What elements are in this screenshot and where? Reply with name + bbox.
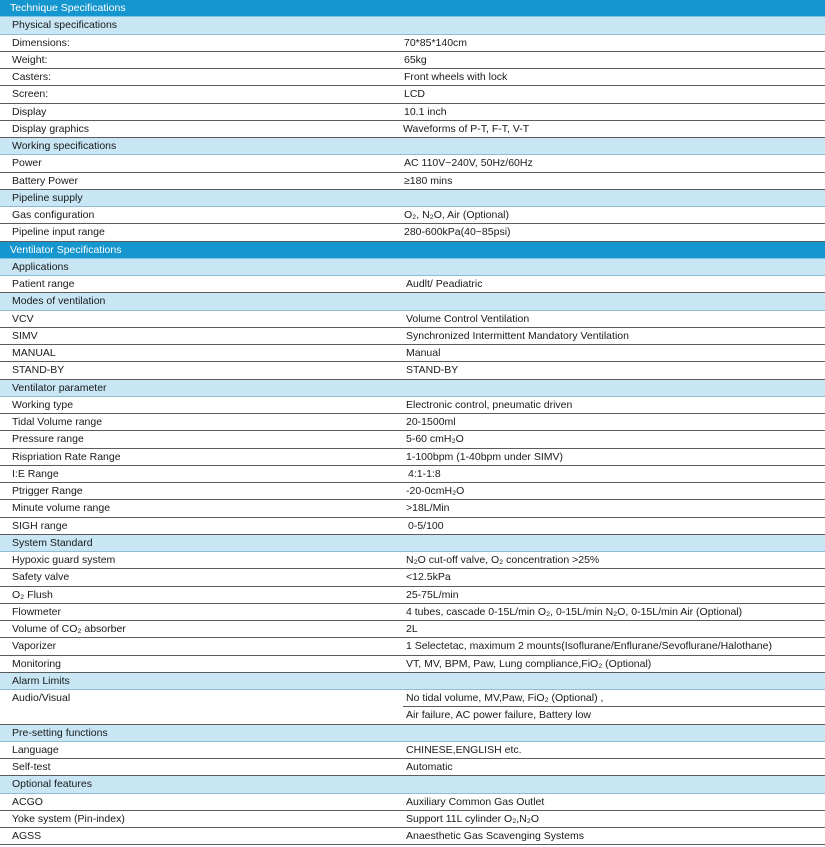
section-title: Applications	[12, 260, 69, 273]
spec-label: Self-test	[12, 761, 51, 773]
subsection-header	[0, 380, 825, 397]
spec-label: Battery Power	[12, 174, 78, 187]
spec-value: Support 11L cylinder O₂,N₂O	[406, 812, 540, 825]
spec-value: STAND-BY	[406, 364, 459, 377]
spec-row	[0, 276, 825, 293]
spec-row	[0, 173, 825, 190]
subsection-header	[0, 535, 825, 552]
subsection-header	[0, 776, 825, 793]
section-title: Ventilator parameter	[12, 381, 107, 394]
spec-value: Auxiliary Common Gas Outlet	[406, 795, 545, 808]
spec-row	[0, 569, 825, 586]
spec-value: Synchronized Intermittent Mandatory Ventilation	[406, 329, 629, 342]
spec-label: O₂ Flush	[12, 588, 53, 601]
spec-row	[0, 690, 825, 707]
spec-label: Display graphics	[12, 122, 90, 135]
spec-label: I:E Range	[12, 467, 59, 480]
spec-label: Ptrigger Range	[12, 485, 83, 497]
spec-label: Volume of CO₂ absorber	[12, 623, 126, 635]
spec-label: VCV	[12, 312, 34, 325]
section-title: Modes of ventilation	[12, 295, 106, 308]
spec-label: Screen:	[12, 88, 49, 101]
spec-value: 4:1-1:8	[408, 467, 441, 480]
spec-label: Vaporizer	[12, 640, 57, 653]
spec-row	[0, 449, 825, 466]
spec-label: Audio/Visual	[12, 692, 71, 704]
spec-row	[0, 794, 825, 811]
section-title: Optional features	[12, 778, 92, 791]
spec-label: Gas configuration	[12, 209, 95, 221]
spec-row	[0, 466, 825, 483]
spec-value: N₂O cut-off valve, O₂ concentration >25%	[406, 554, 600, 566]
spec-row	[0, 311, 825, 328]
spec-label: Casters:	[12, 71, 52, 83]
spec-label: STAND-BY	[12, 364, 65, 377]
subsection-header	[0, 17, 825, 34]
spec-row	[0, 500, 825, 517]
spec-row	[0, 207, 825, 224]
spec-value: 4 tubes, cascade 0-15L/min O₂, 0-15L/min N₂O, 0-15L/min Air (Optional)	[406, 605, 743, 618]
spec-row	[0, 828, 825, 845]
spec-label: Tidal Volume range	[12, 416, 103, 428]
spec-row	[0, 52, 825, 69]
spec-row	[0, 811, 825, 828]
spec-row	[0, 604, 825, 621]
spec-value: Manual	[406, 347, 441, 359]
spec-value: 1-100bpm (1-40bpm under SIMV)	[406, 450, 563, 463]
spec-row	[0, 328, 825, 345]
spec-value: Volume Control Ventilation	[406, 312, 530, 325]
spec-label: Pipeline input range	[12, 226, 105, 239]
spec-label: Dimensions:	[12, 36, 70, 49]
spec-value: Air failure, AC power failure, Battery low	[406, 709, 591, 722]
spec-value: 1 Selectetac, maximum 2 mounts(Isoflurane/Enflurane/Sevoflurane/Halothane)	[406, 640, 772, 653]
spec-label: Pressure range	[12, 433, 84, 446]
spec-label: Safety valve	[12, 571, 70, 584]
spec-value: 70*85*140cm	[404, 36, 468, 49]
spec-row	[0, 104, 825, 121]
spec-row	[0, 759, 825, 776]
spec-value: Electronic control, pneumatic driven	[406, 398, 573, 411]
section-title: System Standard	[12, 536, 93, 549]
spec-label: Weight:	[12, 53, 48, 66]
spec-label: Display	[12, 105, 47, 118]
spec-value: No tidal volume, MV,Paw, FiO₂ (Optional) ,	[406, 692, 604, 704]
spec-label: Hypoxic guard system	[12, 554, 116, 566]
section-title: Ventilator Specifications	[10, 243, 122, 256]
spec-row	[0, 656, 825, 673]
spec-row	[0, 638, 825, 655]
spec-row	[0, 552, 825, 569]
spec-value: Front wheels with lock	[404, 71, 508, 83]
spec-label: ACGO	[12, 795, 43, 808]
spec-value: AC 110V~240V, 50Hz/60Hz	[404, 157, 533, 170]
spec-value: CHINESE,ENGLISH etc.	[406, 743, 522, 756]
spec-label: Power	[12, 157, 42, 170]
spec-value: Audlt/ Peadiatric	[406, 278, 483, 290]
spec-row	[0, 345, 825, 362]
spec-label: Yoke system (Pin-index)	[12, 812, 125, 825]
spec-value: ≥180 mins	[404, 174, 453, 187]
spec-value: >18L/Min	[406, 502, 450, 515]
subsection-header	[0, 259, 825, 276]
spec-value: 10.1 inch	[404, 105, 447, 118]
spec-label: Rispriation Rate Range	[12, 450, 121, 463]
spec-label: Working type	[12, 398, 74, 411]
spec-value: -20-0cmH₂O	[406, 485, 465, 497]
spec-value: 20-1500ml	[406, 416, 456, 428]
spec-label: Flowmeter	[12, 605, 62, 618]
spec-row	[0, 69, 825, 86]
spec-label: AGSS	[12, 830, 42, 842]
spec-row	[0, 155, 825, 172]
spec-value: 0-5/100	[408, 519, 444, 532]
spec-row	[0, 707, 825, 724]
spec-value: Anaesthetic Gas Scavenging Systems	[406, 830, 585, 842]
section-title: Physical specifications	[12, 19, 118, 32]
spec-label: Patient range	[12, 278, 75, 290]
spec-row	[0, 362, 825, 379]
subsection-header	[0, 190, 825, 207]
spec-row	[0, 397, 825, 414]
subsection-header	[0, 293, 825, 310]
spec-value: Waveforms of P-T, F-T, V-T	[403, 122, 530, 135]
spec-row	[0, 224, 825, 241]
section-title: Working specifications	[12, 140, 117, 152]
spec-value: 65kg	[404, 53, 427, 66]
spec-row	[0, 587, 825, 604]
spec-row	[0, 431, 825, 448]
spec-row	[0, 414, 825, 431]
spec-label: Minute volume range	[12, 502, 111, 515]
section-header	[0, 242, 825, 259]
spec-row	[0, 86, 825, 103]
spec-label: SIMV	[12, 329, 38, 342]
spec-label: MANUAL	[12, 347, 56, 359]
section-title: Alarm Limits	[12, 674, 70, 687]
spec-label: Monitoring	[12, 657, 62, 670]
spec-row	[0, 121, 825, 138]
spec-value: VT, MV, BPM, Paw, Lung compliance,FiO₂ (Optional)	[406, 657, 652, 670]
section-title: Pre-setting functions	[12, 726, 108, 739]
spec-value: 5-60 cmH₂O	[406, 433, 464, 446]
spec-value: 2L	[406, 623, 418, 635]
section-header	[0, 0, 825, 17]
spec-row	[0, 35, 825, 52]
spec-row	[0, 518, 825, 535]
spec-value: Automatic	[406, 761, 453, 773]
spec-label: Language	[12, 743, 59, 756]
spec-value: 280-600kPa(40~85psi)	[404, 226, 511, 239]
spec-value: O₂, N₂O, Air (Optional)	[404, 209, 510, 221]
spec-value: 25-75L/min	[406, 588, 459, 601]
subsection-header	[0, 673, 825, 690]
section-title: Technique Specifications	[10, 2, 126, 14]
spec-row	[0, 621, 825, 638]
spec-row	[0, 483, 825, 500]
spec-value: LCD	[404, 88, 426, 101]
spec-value: <12.5kPa	[406, 571, 451, 584]
subsection-header	[0, 725, 825, 742]
spec-row	[0, 742, 825, 759]
section-title: Pipeline supply	[12, 191, 83, 204]
subsection-header	[0, 138, 825, 155]
spec-label: SIGH range	[12, 519, 68, 532]
